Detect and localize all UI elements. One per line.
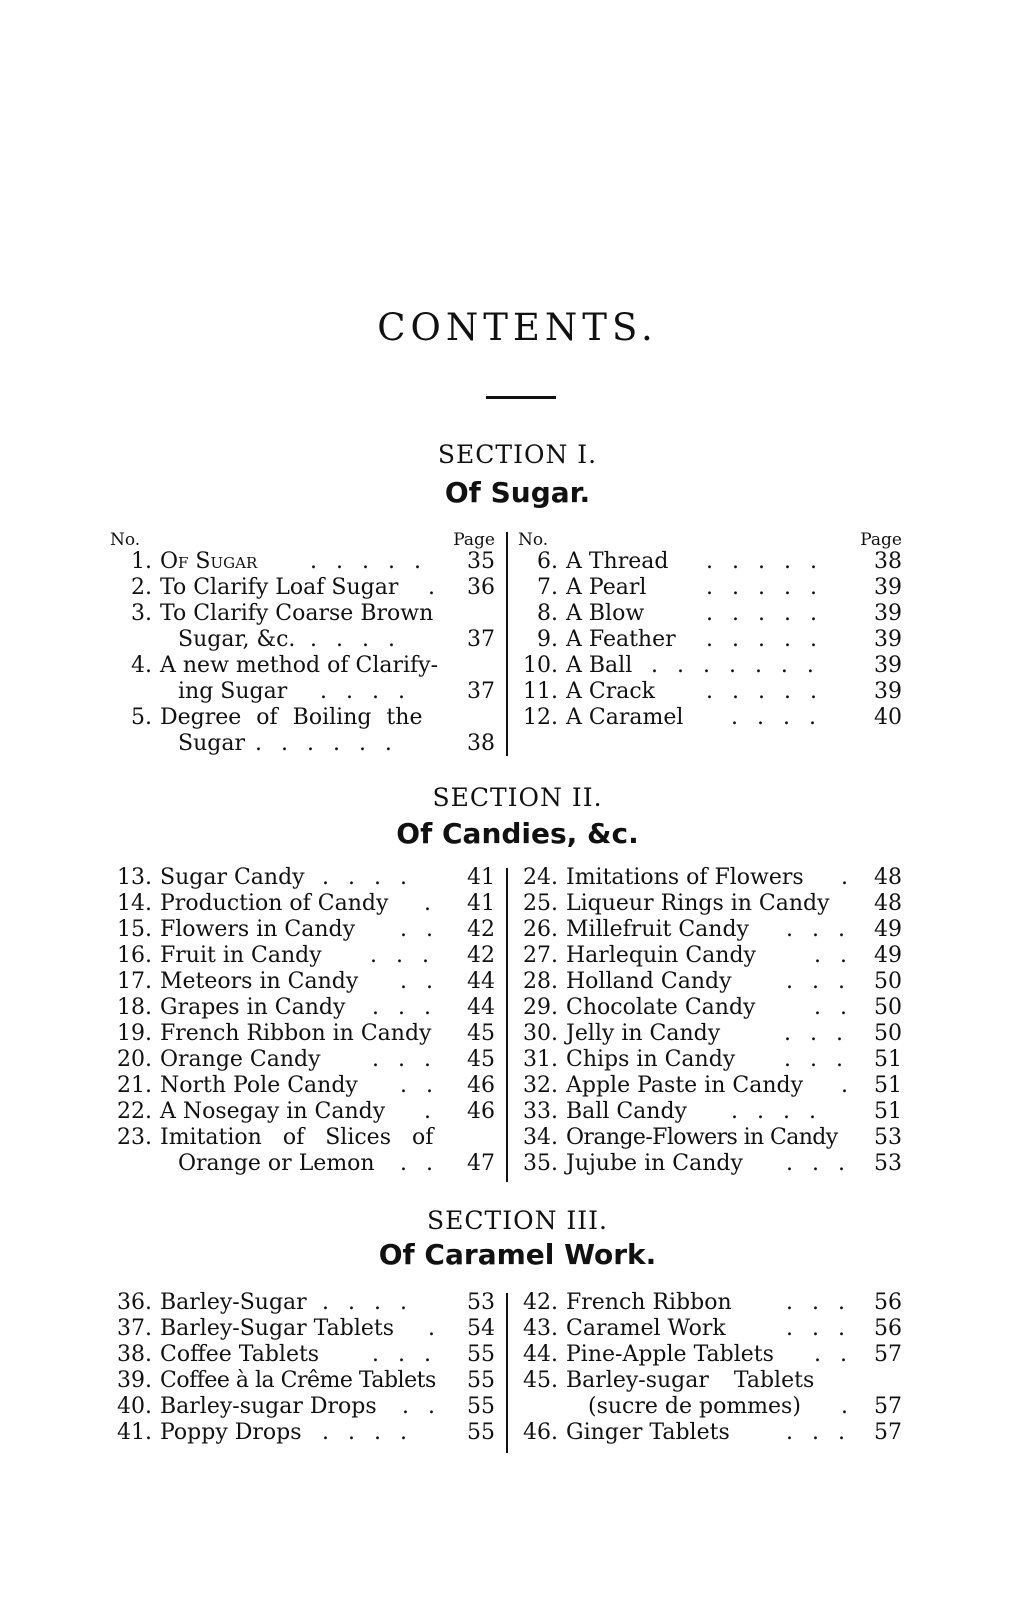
leader-dots: . . .: [372, 1342, 437, 1367]
leader-dots: .: [428, 1316, 441, 1341]
toc-entry: [516, 549, 902, 575]
entry-page: 51: [874, 1047, 902, 1072]
leader-dots: . . .: [786, 969, 851, 994]
entry-number: 1.: [131, 549, 152, 574]
toc-entry: [516, 1316, 902, 1342]
toc-entry: [110, 1420, 495, 1446]
leader-dots: . . .: [786, 1151, 851, 1176]
toc-entry: [516, 679, 902, 705]
entry-title: Holland Candy: [566, 969, 732, 994]
entry-number: 12.: [523, 705, 558, 730]
leader-dots: . . . .: [731, 705, 822, 730]
section-2-left-column: [110, 865, 495, 1177]
entry-number: 13.: [117, 865, 152, 890]
entry-page: 55: [467, 1368, 495, 1393]
entry-page: 57: [874, 1342, 902, 1367]
entry-title: Meteors in Candy: [160, 969, 359, 994]
entry-title: ing Sugar: [178, 679, 288, 704]
toc-entry: [516, 1342, 902, 1368]
entry-page: 50: [874, 995, 902, 1020]
entry-number: 45.: [523, 1368, 558, 1393]
entry-title: Caramel Work: [566, 1316, 726, 1341]
leader-dots: . . . .: [322, 865, 413, 890]
entry-page: 55: [467, 1342, 495, 1367]
entry-title: Fruit in Candy: [160, 943, 322, 968]
entry-page: 48: [874, 865, 902, 890]
column-header-page: Page: [453, 530, 495, 550]
entry-title: Orange-Flowers in Candy: [566, 1125, 838, 1150]
entry-page: 38: [874, 549, 902, 574]
entry-page: 45: [467, 1047, 495, 1072]
entry-page: 35: [467, 549, 495, 574]
toc-entry: [516, 653, 902, 679]
toc-entry: [516, 601, 902, 627]
toc-entry-continued: [110, 1151, 495, 1177]
toc-entry: [110, 601, 495, 627]
entry-title: Poppy Drops: [160, 1420, 302, 1445]
toc-entry: [516, 865, 902, 891]
entry-number: 46.: [523, 1420, 558, 1445]
entry-number: 29.: [523, 995, 558, 1020]
entry-title: Pine-Apple Tablets: [566, 1342, 774, 1367]
entry-page: 48: [874, 891, 902, 916]
entry-page: 39: [874, 627, 902, 652]
leader-dots: . . . .: [731, 1099, 822, 1124]
toc-entry: [110, 575, 495, 601]
entry-number: 44.: [523, 1342, 558, 1367]
leader-dots: . . .: [784, 1021, 849, 1046]
leader-dots: . . .: [786, 1316, 851, 1341]
entry-title: Chocolate Candy: [566, 995, 756, 1020]
toc-entry: [516, 627, 902, 653]
toc-entry: [516, 891, 902, 917]
leader-dots: . .: [400, 1073, 439, 1098]
entry-page: 40: [874, 705, 902, 730]
column-divider: [506, 1293, 508, 1453]
entry-number: 8.: [537, 601, 558, 626]
entry-page: 51: [874, 1099, 902, 1124]
entry-title: Orange or Lemon: [178, 1151, 375, 1176]
entry-page: 37: [467, 679, 495, 704]
toc-entry-continued: [110, 679, 495, 705]
entry-page: 53: [874, 1151, 902, 1176]
section-3-right-column: [516, 1290, 902, 1446]
entry-number: 16.: [117, 943, 152, 968]
toc-entry: [110, 969, 495, 995]
section-1-subtitle: Of Sugar.: [444, 476, 591, 509]
leader-dots: . .: [400, 969, 439, 994]
entry-title: Degree of Boiling the: [160, 705, 423, 730]
entry-page: 49: [874, 917, 902, 942]
entry-number: 6.: [537, 549, 558, 574]
toc-entry: [110, 1021, 495, 1047]
entry-page: 46: [467, 1099, 495, 1124]
entry-page: 56: [874, 1290, 902, 1315]
entry-number: 24.: [523, 865, 558, 890]
entry-title: A Blow: [566, 601, 645, 626]
entry-number: 18.: [117, 995, 152, 1020]
toc-entry: [110, 917, 495, 943]
entry-number: 7.: [537, 575, 558, 600]
section-2-heading: SECTION II.: [432, 783, 603, 812]
section-2-subtitle: Of Candies, &c.: [396, 817, 639, 850]
entry-page: 45: [467, 1021, 495, 1046]
leader-dots: . .: [814, 943, 853, 968]
leader-dots: . . .: [786, 1420, 851, 1445]
entry-title: Sugar: [178, 731, 245, 756]
toc-entry: [516, 575, 902, 601]
entry-page: 44: [467, 969, 495, 994]
leader-dots: .: [841, 1394, 854, 1419]
entry-title: Chips in Candy: [566, 1047, 736, 1072]
entry-title: A Nosegay in Candy: [160, 1099, 386, 1124]
entry-number: 21.: [117, 1073, 152, 1098]
entry-number: 33.: [523, 1099, 558, 1124]
leader-dots: . . . . .: [706, 549, 823, 574]
section-2-right-column: [516, 865, 902, 1177]
entry-page: 39: [874, 653, 902, 678]
entry-title: Apple Paste in Candy: [566, 1073, 804, 1098]
entry-title: Barley-sugar Tablets: [566, 1368, 815, 1393]
entry-page: 55: [467, 1420, 495, 1445]
entry-number: 28.: [523, 969, 558, 994]
toc-entry: [110, 1125, 495, 1151]
entry-title: A new method of Clarify-: [160, 653, 439, 678]
entry-number: 2.: [131, 575, 152, 600]
toc-entry: [110, 995, 495, 1021]
entry-title: French Ribbon: [566, 1290, 732, 1315]
entry-number: 5.: [131, 705, 152, 730]
column-divider: [506, 868, 508, 1182]
toc-entry: [516, 1099, 902, 1125]
entry-number: 14.: [117, 891, 152, 916]
leader-dots: . . . . .: [706, 601, 823, 626]
entry-number: 43.: [523, 1316, 558, 1341]
entry-title: Coffee à la Crême Tablets: [160, 1368, 436, 1393]
column-header-no: No.: [518, 530, 549, 550]
toc-entry-continued: [110, 731, 495, 757]
entry-page: 41: [467, 891, 495, 916]
entry-number: 15.: [117, 917, 152, 942]
leader-dots: . . . . . .: [255, 731, 398, 756]
entry-title: Ginger Tablets: [566, 1420, 730, 1445]
leader-dots: . . . . . . .: [651, 653, 820, 678]
entry-number: 31.: [523, 1047, 558, 1072]
toc-entry-continued: [516, 1394, 902, 1420]
leader-dots: . . .: [784, 1047, 849, 1072]
entry-page: 49: [874, 943, 902, 968]
toc-entry: [516, 1073, 902, 1099]
entry-title: Millefruit Candy: [566, 917, 749, 942]
column-divider: [506, 532, 508, 756]
leader-dots: . . . . .: [706, 627, 823, 652]
leader-dots: . . . . .: [310, 549, 427, 574]
entry-page: 39: [874, 601, 902, 626]
entry-page: 50: [874, 969, 902, 994]
entry-title: Flowers in Candy: [160, 917, 356, 942]
entry-page: 39: [874, 679, 902, 704]
toc-entry: [516, 1047, 902, 1073]
entry-number: 26.: [523, 917, 558, 942]
entry-title: Barley-Sugar Tablets: [160, 1316, 395, 1341]
toc-entry: [516, 1420, 902, 1446]
entry-page: 55: [467, 1394, 495, 1419]
entry-page: 54: [467, 1316, 495, 1341]
entry-number: 19.: [117, 1021, 152, 1046]
entry-number: 22.: [117, 1099, 152, 1124]
entry-title: Barley-Sugar: [160, 1290, 307, 1315]
toc-entry: [516, 1368, 902, 1394]
entry-title: A Crack: [566, 679, 655, 704]
column-header-no: No.: [110, 530, 141, 550]
entry-number: 39.: [117, 1368, 152, 1393]
toc-entry: [110, 1316, 495, 1342]
toc-entry: [516, 1151, 902, 1177]
entry-title: A Pearl: [566, 575, 647, 600]
section-3-left-column: [110, 1290, 495, 1446]
leader-dots: . . . .: [310, 627, 401, 652]
entry-title: A Feather: [566, 627, 676, 652]
entry-number: 27.: [523, 943, 558, 968]
leader-dots: . . .: [786, 917, 851, 942]
leader-dots: . .: [400, 1151, 439, 1176]
leader-dots: .: [424, 891, 437, 916]
entry-title: Harlequin Candy: [566, 943, 756, 968]
entry-title: Ball Candy: [566, 1099, 687, 1124]
entry-title: Of Sugar: [160, 549, 258, 574]
entry-number: 3.: [131, 601, 152, 626]
entry-title: (sucre de pommes): [588, 1394, 801, 1419]
entry-page: 47: [467, 1151, 495, 1176]
toc-entry: [516, 917, 902, 943]
entry-page: 44: [467, 995, 495, 1020]
section-3-heading: SECTION III.: [427, 1206, 608, 1235]
entry-number: 36.: [117, 1290, 152, 1315]
entry-title: Sugar Candy: [160, 865, 305, 890]
entry-title: Jelly in Candy: [566, 1021, 721, 1046]
toc-entry: [110, 1290, 495, 1316]
leader-dots: . . .: [372, 1047, 437, 1072]
toc-entry: [516, 995, 902, 1021]
entry-number: 42.: [523, 1290, 558, 1315]
page-title: CONTENTS.: [377, 306, 658, 349]
entry-page: 42: [467, 943, 495, 968]
title-rule: [486, 396, 556, 399]
entry-page: 53: [467, 1290, 495, 1315]
entry-title: French Ribbon in Candy: [160, 1021, 432, 1046]
entry-page: 46: [467, 1073, 495, 1098]
toc-entry: [110, 1047, 495, 1073]
toc-entry: [110, 1394, 495, 1420]
leader-dots: .: [841, 1073, 854, 1098]
leader-dots: . . . .: [322, 1420, 413, 1445]
leader-dots: . . . . .: [706, 575, 823, 600]
toc-entry: [110, 1073, 495, 1099]
entry-title: Production of Candy: [160, 891, 389, 916]
entry-page: 57: [874, 1394, 902, 1419]
toc-entry: [516, 1290, 902, 1316]
entry-page: 56: [874, 1316, 902, 1341]
entry-page: 42: [467, 917, 495, 942]
leader-dots: . . .: [372, 995, 437, 1020]
entry-title: Barley-sugar Drops: [160, 1394, 377, 1419]
section-1-left-column: [110, 527, 495, 757]
toc-entry: [110, 1099, 495, 1125]
toc-entry: [516, 1125, 902, 1151]
entry-title: Orange Candy: [160, 1047, 321, 1072]
leader-dots: .: [428, 575, 441, 600]
entry-page: 51: [874, 1073, 902, 1098]
entry-title: A Caramel: [566, 705, 684, 730]
toc-entry: [110, 1368, 495, 1394]
entry-title: Coffee Tablets: [160, 1342, 320, 1367]
entry-number: 30.: [523, 1021, 558, 1046]
entry-title: Imitations of Flowers: [566, 865, 804, 890]
toc-entry: [516, 1021, 902, 1047]
entry-number: 20.: [117, 1047, 152, 1072]
entry-page: 37: [467, 627, 495, 652]
entry-title: Jujube in Candy: [566, 1151, 743, 1176]
toc-entry: [516, 705, 902, 731]
toc-entry: [110, 549, 495, 575]
entry-page: 50: [874, 1021, 902, 1046]
entry-title: To Clarify Coarse Brown: [160, 601, 434, 626]
entry-title: To Clarify Loaf Sugar: [160, 575, 399, 600]
leader-dots: . . .: [370, 943, 435, 968]
toc-entry: [110, 705, 495, 731]
leader-dots: . .: [814, 1342, 853, 1367]
entry-number: 32.: [523, 1073, 558, 1098]
entry-number: 40.: [117, 1394, 152, 1419]
toc-entry: [110, 653, 495, 679]
entry-page: 39: [874, 575, 902, 600]
entry-number: 4.: [131, 653, 152, 678]
leader-dots: . .: [402, 1394, 441, 1419]
entry-title: Grapes in Candy: [160, 995, 346, 1020]
toc-entry: [516, 969, 902, 995]
leader-dots: . . .: [786, 1290, 851, 1315]
entry-page: 53: [874, 1125, 902, 1150]
entry-number: 41.: [117, 1420, 152, 1445]
entry-title: Sugar, &c.: [178, 627, 296, 652]
entry-number: 25.: [523, 891, 558, 916]
entry-page: 57: [874, 1420, 902, 1445]
entry-number: 11.: [523, 679, 558, 704]
entry-title: A Thread: [566, 549, 669, 574]
leader-dots: . . . .: [320, 679, 411, 704]
leader-dots: . . . . .: [706, 679, 823, 704]
entry-number: 10.: [523, 653, 558, 678]
entry-title: Liqueur Rings in Candy: [566, 891, 830, 916]
entry-number: 23.: [117, 1125, 152, 1150]
toc-entry: [516, 943, 902, 969]
entry-page: 36: [467, 575, 495, 600]
leader-dots: . .: [814, 995, 853, 1020]
entry-title: A Ball: [566, 653, 633, 678]
entry-number: 37.: [117, 1316, 152, 1341]
entry-number: 17.: [117, 969, 152, 994]
entry-title: Imitation of Slices of: [160, 1125, 434, 1150]
entry-number: 9.: [537, 627, 558, 652]
entry-number: 35.: [523, 1151, 558, 1176]
toc-entry: [110, 943, 495, 969]
leader-dots: . .: [400, 917, 439, 942]
toc-entry-continued: [110, 627, 495, 653]
entry-page: 41: [467, 865, 495, 890]
entry-number: 34.: [523, 1125, 558, 1150]
toc-entry: [110, 865, 495, 891]
section-1-heading: SECTION I.: [437, 440, 598, 469]
leader-dots: . . . .: [322, 1290, 413, 1315]
toc-entry: [110, 891, 495, 917]
section-3-subtitle: Of Caramel Work.: [378, 1238, 657, 1271]
toc-entry: [110, 1342, 495, 1368]
leader-dots: .: [424, 1099, 437, 1124]
entry-page: 38: [467, 731, 495, 756]
section-1-right-column: [516, 527, 902, 731]
leader-dots: .: [841, 865, 854, 890]
entry-number: 38.: [117, 1342, 152, 1367]
column-header-page: Page: [860, 530, 902, 550]
entry-title: North Pole Candy: [160, 1073, 358, 1098]
